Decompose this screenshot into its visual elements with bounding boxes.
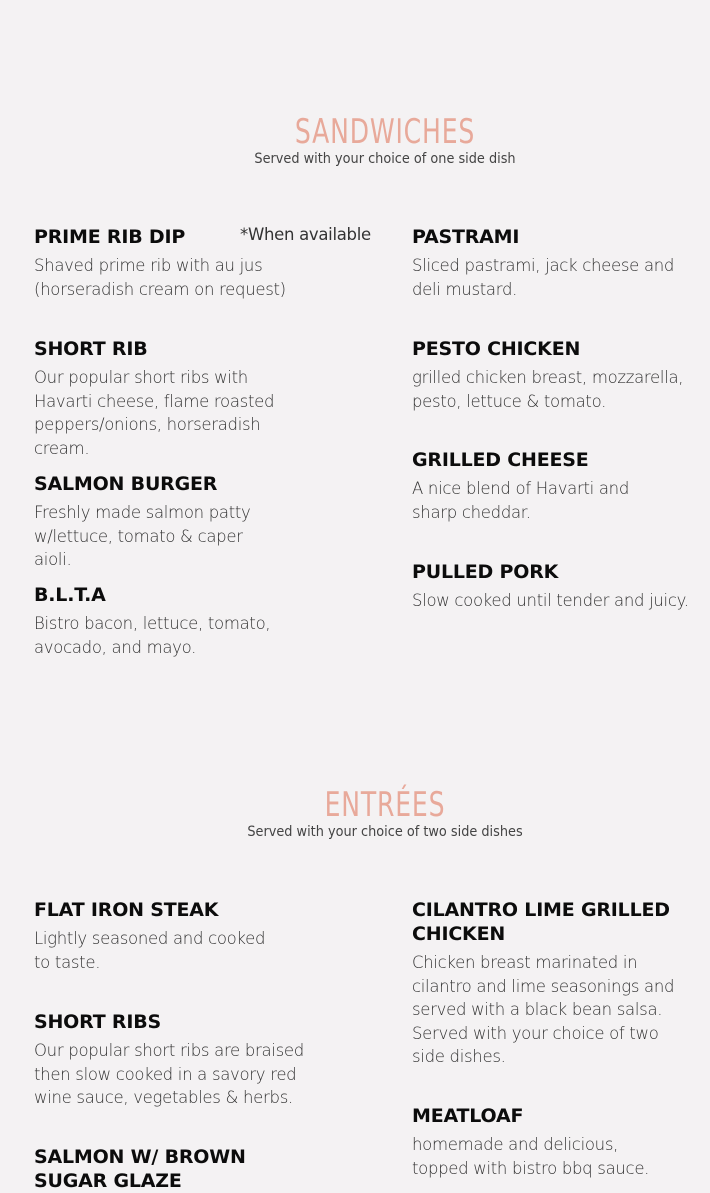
item-name: CILANTRO LIME GRILLED CHICKEN <box>412 899 670 945</box>
menu-item-salmon-burger <box>34 472 279 572</box>
item-description: Chicken breast marinated in cilantro and lime seasonings and served with a black bean salsa. Served with your choice of two side dishes. <box>412 953 675 1066</box>
item-name: SALMON BURGER <box>34 473 218 495</box>
item-description: Lightly seasoned and cooked to taste. <box>34 929 266 972</box>
item-description: grilled chicken breast, mozzarella, pesto, lettuce & tomato. <box>412 368 684 411</box>
item-description: Our popular short ribs with Havarti cheese, flame roasted peppers/onions, horseradish cream. <box>34 368 275 458</box>
menu-item-salmon-brown-sugar <box>34 1145 324 1193</box>
menu-item-flat-iron-steak <box>34 898 284 974</box>
item-description: Freshly made salmon patty w/lettuce, tomato & caper aioli. <box>34 503 251 569</box>
item-name: SHORT RIBS <box>34 1011 161 1033</box>
item-name: PRIME RIB DIP <box>34 226 186 248</box>
entrees-subtitle: Served with your choice of two side dishes <box>247 824 523 840</box>
item-description: Shaved prime rib with au jus (horseradish cream on request) <box>34 256 286 299</box>
item-name: MEATLOAF <box>412 1105 524 1127</box>
menu-item-pesto-chicken <box>412 337 687 413</box>
menu-item-pastrami <box>412 225 687 301</box>
item-name: FLAT IRON STEAK <box>34 899 219 921</box>
item-name: B.L.T.A <box>34 584 106 606</box>
availability-note: *When available <box>240 225 371 244</box>
menu-item-short-rib <box>34 337 309 460</box>
item-description: Sliced pastrami, jack cheese and deli mustard. <box>412 256 675 299</box>
sandwiches-title: SANDWICHES <box>294 112 476 152</box>
item-name: GRILLED CHEESE <box>412 449 589 471</box>
menu-item-short-ribs <box>34 1010 304 1110</box>
menu-item-grilled-cheese <box>412 448 672 524</box>
item-description: Our popular short ribs are braised then slow cooked in a savory red wine sauce, vegetables & herbs. <box>34 1041 304 1107</box>
item-name: PASTRAMI <box>412 226 520 248</box>
menu-item-cilantro-lime-chicken <box>412 898 682 1069</box>
item-description: Bistro bacon, lettuce, tomato, avocado, and mayo. <box>34 614 271 657</box>
item-description: homemade and delicious, topped with bistro bbq sauce. <box>412 1135 650 1178</box>
item-description: Slow cooked until tender and juicy. <box>412 591 689 610</box>
item-name: PULLED PORK <box>412 561 559 583</box>
menu-item-meatloaf <box>412 1104 672 1180</box>
item-description: A nice blend of Havarti and sharp cheddar. <box>412 479 629 522</box>
item-name: PESTO CHICKEN <box>412 338 581 360</box>
item-name: SHORT RIB <box>34 338 148 360</box>
menu-item-pulled-pork <box>412 560 702 613</box>
item-name: SALMON W/ BROWN SUGAR GLAZE <box>34 1146 246 1192</box>
sandwiches-subtitle: Served with your choice of one side dish <box>254 151 516 167</box>
entrees-title: ENTRÉES <box>324 785 446 825</box>
menu-item-blta <box>34 583 274 659</box>
